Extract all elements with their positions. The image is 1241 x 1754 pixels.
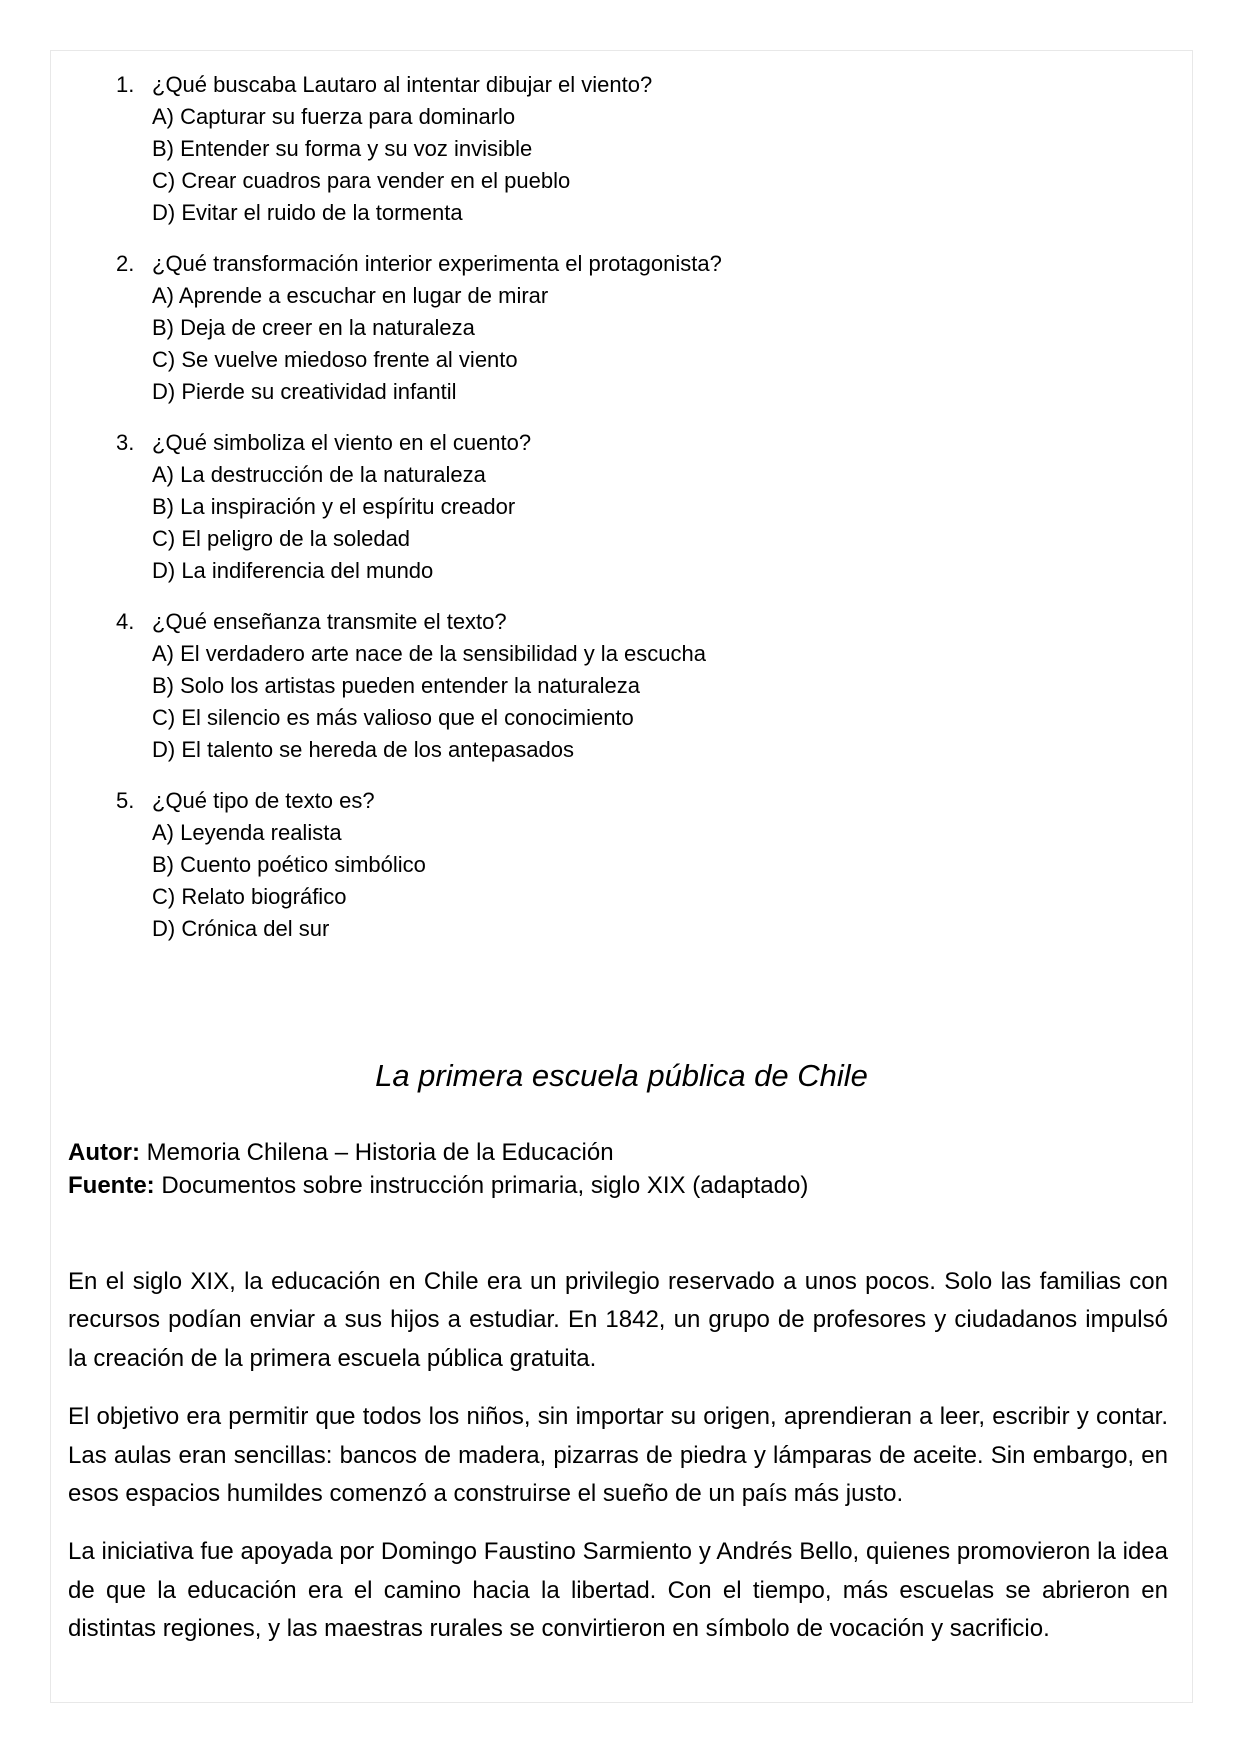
- author-value: Memoria Chilena – Historia de la Educación: [139, 1139, 614, 1166]
- document-page: [50, 50, 1193, 1703]
- question-5-option-D: D) Crónica del sur: [152, 916, 330, 941]
- question-2-option-D: D) Pierde su creatividad infantil: [152, 379, 457, 404]
- question-4-option-C: C) El silencio es más valioso que el conocimiento: [152, 705, 634, 730]
- question-3-option-B: B) La inspiración y el espíritu creador: [152, 494, 516, 519]
- question-text: ¿Qué enseñanza transmite el texto?: [152, 609, 507, 634]
- question-body: [152, 427, 1192, 587]
- question-2-option-C: C) Se vuelve miedoso frente al viento: [152, 347, 518, 372]
- article-paragraph-2: El objetivo era permitir que todos los niños, sin importar su origen, aprendieran a leer, escribir y contar. Las aulas eran sencillas: bancos de madera, pizarras de piedra y lámparas de aceite. Sin embargo, en esos espacios humildes comenzó a construirse el sueño de un país más justo.: [68, 1403, 1168, 1508]
- author-line: [68, 1136, 1168, 1169]
- question-body: [152, 69, 1192, 229]
- question-item-4: [116, 606, 1192, 766]
- question-number: 5.: [116, 788, 135, 813]
- author-label: Autor:: [68, 1139, 140, 1166]
- question-1-option-A: A) Capturar su fuerza para dominarlo: [152, 104, 516, 129]
- source-line: [68, 1169, 1168, 1202]
- question-5-option-C: C) Relato biográfico: [152, 884, 347, 909]
- question-1-option-C: C) Crear cuadros para vender en el pueblo: [152, 168, 571, 193]
- article-paragraph-1: En el siglo XIX, la educación en Chile era un privilegio reservado a unos pocos. Solo las familias con recursos podían enviar a sus hijos a estudiar. En 1842, un grupo de profesores y ciudadanos impulsó la creación de la primera escuela pública gratuita.: [68, 1268, 1168, 1372]
- question-body: [152, 785, 1192, 945]
- question-2-option-B: B) Deja de creer en la naturaleza: [152, 315, 475, 340]
- question-number: 4.: [116, 609, 135, 634]
- question-1-option-B: B) Entender su forma y su voz invisible: [152, 136, 533, 161]
- source-label: Fuente:: [68, 1172, 155, 1199]
- question-5-option-A: A) Leyenda realista: [152, 820, 342, 845]
- question-item-2: [116, 248, 1192, 408]
- question-text: ¿Qué buscaba Lautaro al intentar dibujar el viento?: [152, 72, 653, 97]
- question-number: 3.: [116, 430, 135, 455]
- question-1-option-D: D) Evitar el ruido de la tormenta: [152, 200, 463, 225]
- question-body: [152, 606, 1192, 766]
- question-item-3: [116, 427, 1192, 587]
- question-item-5: [116, 785, 1192, 945]
- question-item-1: [116, 69, 1192, 229]
- question-number: 2.: [116, 251, 135, 276]
- question-number: 1.: [116, 72, 135, 97]
- question-list: [116, 69, 1192, 945]
- question-3-option-C: C) El peligro de la soledad: [152, 526, 411, 551]
- question-2-option-A: A) Aprende a escuchar en lugar de mirar: [152, 283, 549, 308]
- question-4-option-D: D) El talento se hereda de los antepasados: [152, 737, 574, 762]
- article-meta: [68, 1136, 1168, 1202]
- question-text: ¿Qué transformación interior experimenta el protagonista?: [152, 251, 722, 276]
- article-paragraph-3: La iniciativa fue apoyada por Domingo Faustino Sarmiento y Andrés Bello, quienes promovieron la idea de que la educación era el camino hacia la libertad. Con el tiempo, más escuelas se abrieron en distintas regiones, y las maestras rurales se convirtieron en símbolo de vocación y sacrificio.: [68, 1538, 1168, 1643]
- question-3-option-A: A) La destrucción de la naturaleza: [152, 462, 486, 487]
- question-4-option-A: A) El verdadero arte nace de la sensibilidad y la escucha: [152, 641, 706, 666]
- article-title: La primera escuela pública de Chile: [375, 1058, 868, 1093]
- question-4-option-B: B) Solo los artistas pueden entender la naturaleza: [152, 673, 640, 698]
- source-value: Documentos sobre instrucción primaria, siglo XIX (adaptado): [154, 1172, 809, 1199]
- article-body: [51, 1263, 1192, 1649]
- question-body: [152, 248, 1192, 408]
- question-text: ¿Qué simboliza el viento en el cuento?: [152, 430, 532, 455]
- question-text: ¿Qué tipo de texto es?: [152, 788, 375, 813]
- question-5-option-B: B) Cuento poético simbólico: [152, 852, 426, 877]
- question-3-option-D: D) La indiferencia del mundo: [152, 558, 434, 583]
